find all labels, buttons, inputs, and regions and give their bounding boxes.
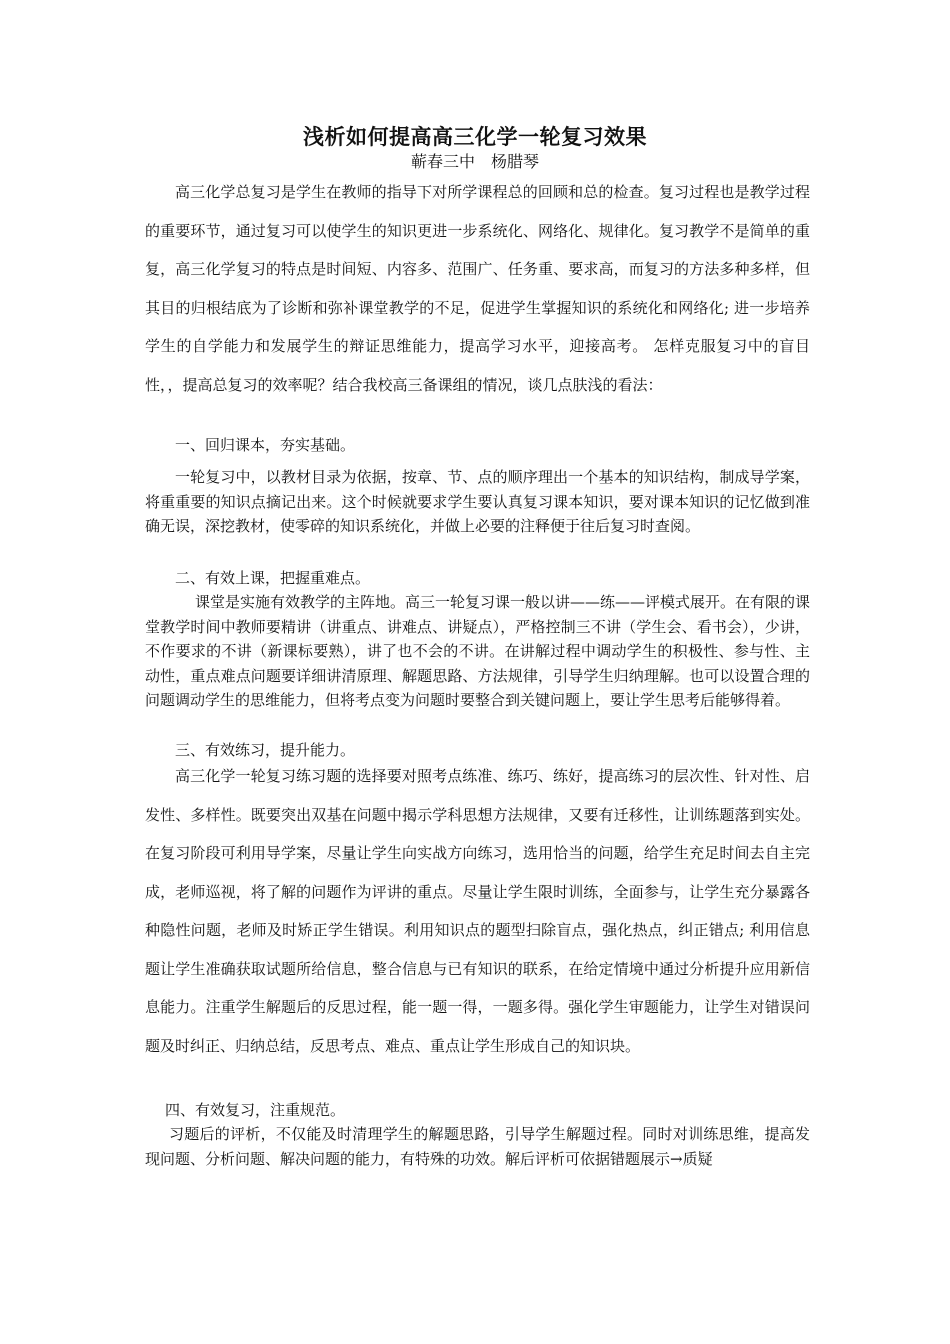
section-3-body xyxy=(145,757,810,1065)
author-byline: 蕲春三中 杨腊琴 xyxy=(410,152,539,171)
section-2-heading: 二、有效上课，把握重难点。 xyxy=(175,569,371,587)
intro-paragraph xyxy=(145,173,810,404)
section-2-body xyxy=(145,590,810,713)
section-3-heading: 三、有效练习，提升能力。 xyxy=(175,741,356,759)
intro-text: 高三化学总复习是学生在教师的指导下对所学课程总的回顾和总的检查。复习过程也是教学过程的重要环节，通过复习可以使学生的知识更进一步系统化、网络化、规律化。复习教学不是简单的重复，高三化学复习的特点是时间短、内容多、范围广、任务重、要求高，而复习的方法多种多样，但其目的归根结底为了诊断和弥补课堂教学的不足，促进学生掌握知识的系统化和网络化; 进一步培养学生的自学能力和发展学生的辩证思维能力，提高学习水平，迎接高考。 怎样克服复习中的盲目性，，提高总复习的效率呢？结合我校高三备课组的情况，谈几点肤浅的看法： xyxy=(145,183,810,394)
section-4-heading: 四、有效复习，注重规范。 xyxy=(165,1101,346,1119)
section-1-heading: 一、回归课本，夯实基础。 xyxy=(175,436,356,454)
document-title: 浅析如何提高高三化学一轮复习效果 xyxy=(303,124,647,149)
section-1-body xyxy=(145,465,810,539)
section-4-body xyxy=(145,1122,810,1171)
section-4-text: 习题后的评析，不仅能及时清理学生的解题思路，引导学生解题过程。同时对训练思维，提高发现问题、分析问题、解决问题的能力，有特殊的功效。解后评析可依据错题展示→质疑 xyxy=(145,1125,810,1168)
section-2-text: 课堂是实施有效教学的主阵地。高三一轮复习课一般以讲——练——评模式展开。在有限的课堂教学时间中教师要精讲（讲重点、讲难点、讲疑点），严格控制三不讲（学生会、看书会），少讲，不作要求的不讲（新课标要熟），讲了也不会的不讲。在讲解过程中调动学生的积极性、参与性、主动性，重点难点问题要详细讲清原理、解题思路、方法规律，引导学生归纳理解。也可以设置合理的问题调动学生的思维能力，但将考点变为问题时要整合到关键问题上，要让学生思考后能够得着。 xyxy=(145,593,811,709)
section-3-text: 高三化学一轮复习练习题的选择要对照考点练准、练巧、练好，提高练习的层次性、针对性、启发性、多样性。既要突出双基在问题中揭示学科思想方法规律，又要有迁移性，让训练题落到实处。在复习阶段可利用导学案，尽量让学生向实战方向练习，选用恰当的问题，给学生充足时间去自主完成，老师巡视，将了解的问题作为评讲的重点。尽量让学生限时训练，全面参与，让学生充分暴露各种隐性问题，老师及时矫正学生错误。利用知识点的题型扫除盲点，强化热点，纠正错点; 利用信息题让学生准确获取试题所给信息，整合信息与已有知识的联系，在给定情境中通过分析提升应用新信息能力。注重学生解题后的反思过程，能一题一得，一题多得。强化学生审题能力，让学生对错误问题及时纠正、归纳总结，反思考点、难点、重点让学生形成自己的知识块。 xyxy=(145,767,810,1055)
section-1-text: 一轮复习中，以教材目录为依据，按章、节、点的顺序理出一个基本的知识结构，制成导学案，将重重要的知识点摘记出来。这个时候就要求学生要认真复习课本知识，要对课本知识的记忆做到准确无误，深挖教材，使零碎的知识系统化，并做上必要的注释便于往后复习时查阅。 xyxy=(145,468,810,535)
